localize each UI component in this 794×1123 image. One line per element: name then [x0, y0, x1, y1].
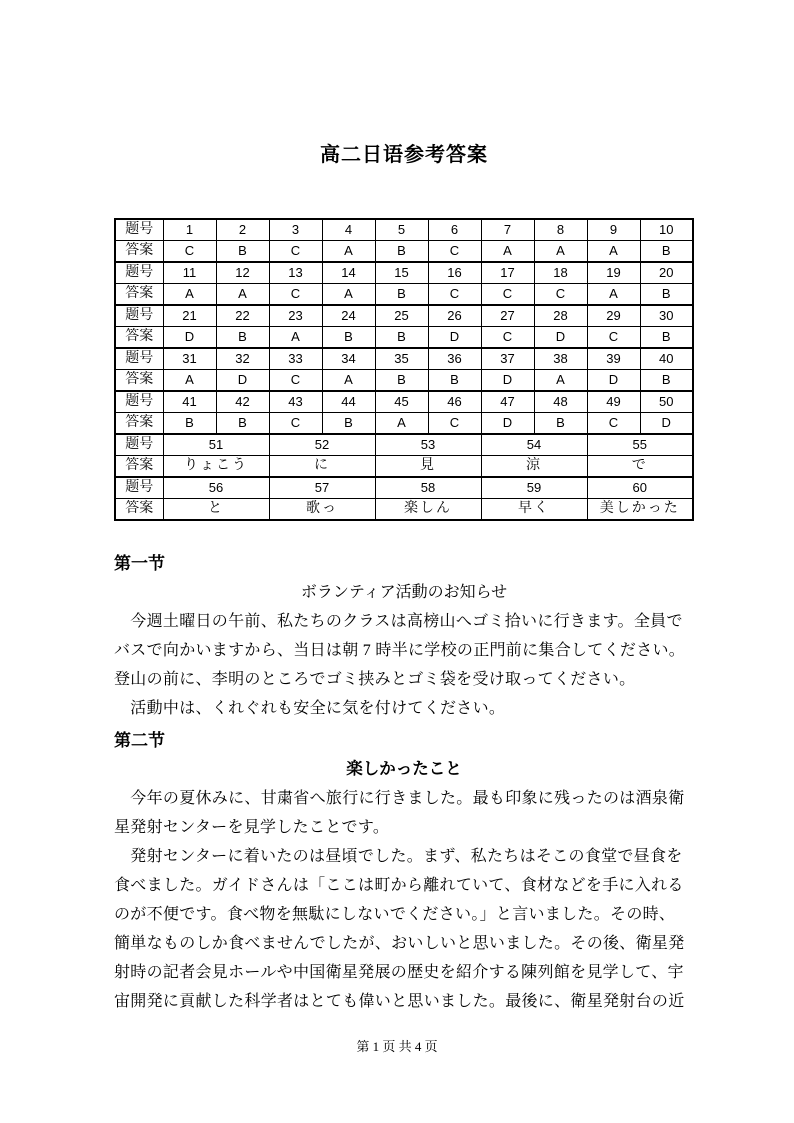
answer-cell: C: [428, 284, 481, 306]
question-number-cell: 59: [481, 477, 587, 499]
question-number-cell: 50: [640, 391, 693, 413]
answer-cell: A: [216, 284, 269, 306]
answer-cell: C: [587, 413, 640, 435]
question-number-cell: 43: [269, 391, 322, 413]
answer-cell: C: [428, 413, 481, 435]
section: [114, 554, 694, 723]
question-number-cell: 30: [640, 305, 693, 327]
row-label: 题号: [115, 219, 163, 241]
text-line: 宙開発に貢献した科学者はとても偉いと思いました。最後に、衛星発射台の近: [114, 993, 685, 1010]
text-line: 活動中は、くれぐれも安全に気を付けてください。: [114, 700, 506, 717]
question-number-cell: 53: [375, 434, 481, 456]
question-number-row: [115, 434, 693, 456]
answer-cell: A: [322, 241, 375, 263]
answer-cell: B: [375, 370, 428, 392]
page-footer-text: 第 1 页 共 4 页: [356, 1039, 438, 1054]
question-number-cell: 4: [322, 219, 375, 241]
question-number-cell: 45: [375, 391, 428, 413]
answer-cell: と: [163, 499, 269, 521]
question-number-cell: 20: [640, 262, 693, 284]
question-number-cell: 1: [163, 219, 216, 241]
section: [114, 731, 694, 1016]
answer-cell: A: [587, 241, 640, 263]
answer-cell: 見: [375, 456, 481, 478]
answer-cell: A: [375, 413, 428, 435]
question-number-cell: 36: [428, 348, 481, 370]
row-label: 答案: [115, 284, 163, 306]
answer-cell: C: [269, 370, 322, 392]
question-number-cell: 48: [534, 391, 587, 413]
answer-cell: D: [481, 370, 534, 392]
answer-cell: 早く: [481, 499, 587, 521]
question-number-cell: 28: [534, 305, 587, 327]
answer-row: [115, 241, 693, 263]
text-line: 射時の記者会見ホールや中国衛星発展の歴史を紹介する陳列館を見学して、宇: [114, 964, 684, 981]
answer-row: [115, 499, 693, 521]
question-number-cell: 56: [163, 477, 269, 499]
text-line: 今年の夏休みに、甘粛省へ旅行に行きました。最も印象に残ったのは酒泉衛: [114, 790, 685, 807]
question-number-cell: 16: [428, 262, 481, 284]
answer-cell: C: [269, 413, 322, 435]
answer-cell: B: [428, 370, 481, 392]
row-label: 答案: [115, 241, 163, 263]
answer-cell: 楽しん: [375, 499, 481, 521]
text-line: バスで向かいますから、当日は朝 7 時半に学校の正門前に集合してください。: [114, 642, 686, 659]
question-number-cell: 52: [269, 434, 375, 456]
text-line: 食べました。ガイドさんは「ここは町から離れていて、食材などを手に入れる: [114, 877, 684, 894]
question-number-cell: 8: [534, 219, 587, 241]
answer-cell: A: [481, 241, 534, 263]
question-number-cell: 2: [216, 219, 269, 241]
answer-cell: A: [269, 327, 322, 349]
row-label: 题号: [115, 348, 163, 370]
question-number-cell: 44: [322, 391, 375, 413]
row-label: 题号: [115, 262, 163, 284]
question-number-cell: 39: [587, 348, 640, 370]
row-label: 答案: [115, 327, 163, 349]
question-number-cell: 33: [269, 348, 322, 370]
text-line: 今週土曜日の午前、私たちのクラスは高榜山へゴミ拾いに行きます。全員で: [114, 613, 683, 630]
question-number-cell: 31: [163, 348, 216, 370]
text-line: 発射センターに着いたのは昼頃でした。まず、私たちはそこの食堂で昼食を: [114, 848, 683, 865]
text-line: 星発射センターを見学したことです。: [114, 819, 390, 836]
answer-cell: A: [322, 370, 375, 392]
answer-cell: D: [534, 327, 587, 349]
answer-row: [115, 413, 693, 435]
answer-cell: B: [640, 327, 693, 349]
question-number-cell: 41: [163, 391, 216, 413]
question-number-cell: 19: [587, 262, 640, 284]
question-number-cell: 54: [481, 434, 587, 456]
question-number-cell: 24: [322, 305, 375, 327]
answer-table-body: [115, 219, 693, 520]
question-number-cell: 32: [216, 348, 269, 370]
question-number-cell: 37: [481, 348, 534, 370]
question-number-cell: 25: [375, 305, 428, 327]
question-number-row: [115, 262, 693, 284]
answer-row: [115, 327, 693, 349]
question-number-cell: 11: [163, 262, 216, 284]
answer-cell: B: [640, 284, 693, 306]
answer-cell: D: [216, 370, 269, 392]
question-number-cell: 12: [216, 262, 269, 284]
answer-cell: A: [322, 284, 375, 306]
question-number-cell: 17: [481, 262, 534, 284]
document-title: 高二日语参考答案: [320, 144, 488, 166]
question-number-cell: 23: [269, 305, 322, 327]
answer-cell: C: [428, 241, 481, 263]
answer-cell: B: [375, 284, 428, 306]
answer-cell: D: [640, 413, 693, 435]
question-number-cell: 15: [375, 262, 428, 284]
question-number-cell: 47: [481, 391, 534, 413]
answer-cell: D: [587, 370, 640, 392]
answer-cell: B: [216, 413, 269, 435]
question-number-cell: 6: [428, 219, 481, 241]
text-line: 登山の前に、李明のところでゴミ挟みとゴミ袋を受け取ってください。: [114, 671, 636, 688]
question-number-cell: 42: [216, 391, 269, 413]
question-number-cell: 51: [163, 434, 269, 456]
question-number-row: [115, 348, 693, 370]
answer-cell: 美しかった: [587, 499, 693, 521]
question-number-cell: 55: [587, 434, 693, 456]
answer-cell: A: [534, 370, 587, 392]
answer-cell: に: [269, 456, 375, 478]
answer-cell: B: [322, 413, 375, 435]
answer-row: [115, 284, 693, 306]
answer-cell: りょこう: [163, 456, 269, 478]
question-number-row: [115, 305, 693, 327]
answer-cell: D: [428, 327, 481, 349]
row-label: 答案: [115, 413, 163, 435]
row-label: 题号: [115, 305, 163, 327]
answer-cell: 歌っ: [269, 499, 375, 521]
question-number-cell: 13: [269, 262, 322, 284]
answer-cell: C: [269, 241, 322, 263]
section-heading: 第一节: [114, 554, 165, 573]
section-heading: 第二节: [114, 731, 165, 750]
question-number-cell: 35: [375, 348, 428, 370]
question-number-cell: 5: [375, 219, 428, 241]
answer-cell: で: [587, 456, 693, 478]
section-subtitle: ボランティア活動のお知らせ: [300, 584, 508, 601]
question-number-cell: 9: [587, 219, 640, 241]
section-subtitle: 楽しかったこと: [346, 760, 462, 778]
answer-cell: B: [534, 413, 587, 435]
question-number-cell: 22: [216, 305, 269, 327]
answer-cell: D: [481, 413, 534, 435]
question-number-cell: 46: [428, 391, 481, 413]
answer-cell: A: [163, 370, 216, 392]
answer-cell: B: [216, 241, 269, 263]
question-number-cell: 27: [481, 305, 534, 327]
question-number-cell: 18: [534, 262, 587, 284]
question-number-row: [115, 219, 693, 241]
answer-cell: C: [481, 284, 534, 306]
question-number-row: [115, 391, 693, 413]
row-label: 题号: [115, 434, 163, 456]
answer-cell: 涼: [481, 456, 587, 478]
row-label: 题号: [115, 477, 163, 499]
answer-row: [115, 456, 693, 478]
question-number-cell: 10: [640, 219, 693, 241]
question-number-cell: 57: [269, 477, 375, 499]
answer-cell: B: [163, 413, 216, 435]
text-line: 簡単なものしか食べませんでしたが、おいしいと思いました。その後、衛星発: [114, 935, 685, 952]
question-number-cell: 3: [269, 219, 322, 241]
answer-cell: B: [375, 241, 428, 263]
answer-cell: B: [640, 370, 693, 392]
answer-cell: A: [534, 241, 587, 263]
answer-cell: B: [322, 327, 375, 349]
sections-container: [114, 554, 694, 1016]
answer-row: [115, 370, 693, 392]
answer-cell: D: [163, 327, 216, 349]
answer-cell: A: [163, 284, 216, 306]
answer-key-table: [114, 218, 694, 521]
answer-cell: B: [216, 327, 269, 349]
question-number-cell: 26: [428, 305, 481, 327]
answer-cell: C: [269, 284, 322, 306]
row-label: 题号: [115, 391, 163, 413]
answer-cell: C: [481, 327, 534, 349]
row-label: 答案: [115, 370, 163, 392]
answer-cell: B: [640, 241, 693, 263]
question-number-cell: 60: [587, 477, 693, 499]
row-label: 答案: [115, 499, 163, 521]
question-number-cell: 49: [587, 391, 640, 413]
question-number-cell: 40: [640, 348, 693, 370]
question-number-cell: 14: [322, 262, 375, 284]
answer-cell: C: [587, 327, 640, 349]
question-number-cell: 38: [534, 348, 587, 370]
answer-cell: C: [534, 284, 587, 306]
question-number-row: [115, 477, 693, 499]
row-label: 答案: [115, 456, 163, 478]
answer-cell: A: [587, 284, 640, 306]
question-number-cell: 21: [163, 305, 216, 327]
question-number-cell: 29: [587, 305, 640, 327]
question-number-cell: 7: [481, 219, 534, 241]
answer-cell: B: [375, 327, 428, 349]
answer-cell: C: [163, 241, 216, 263]
question-number-cell: 34: [322, 348, 375, 370]
question-number-cell: 58: [375, 477, 481, 499]
text-line: のが不便です。食べ物を無駄にしないでください。」と言いました。その時、: [114, 906, 676, 923]
